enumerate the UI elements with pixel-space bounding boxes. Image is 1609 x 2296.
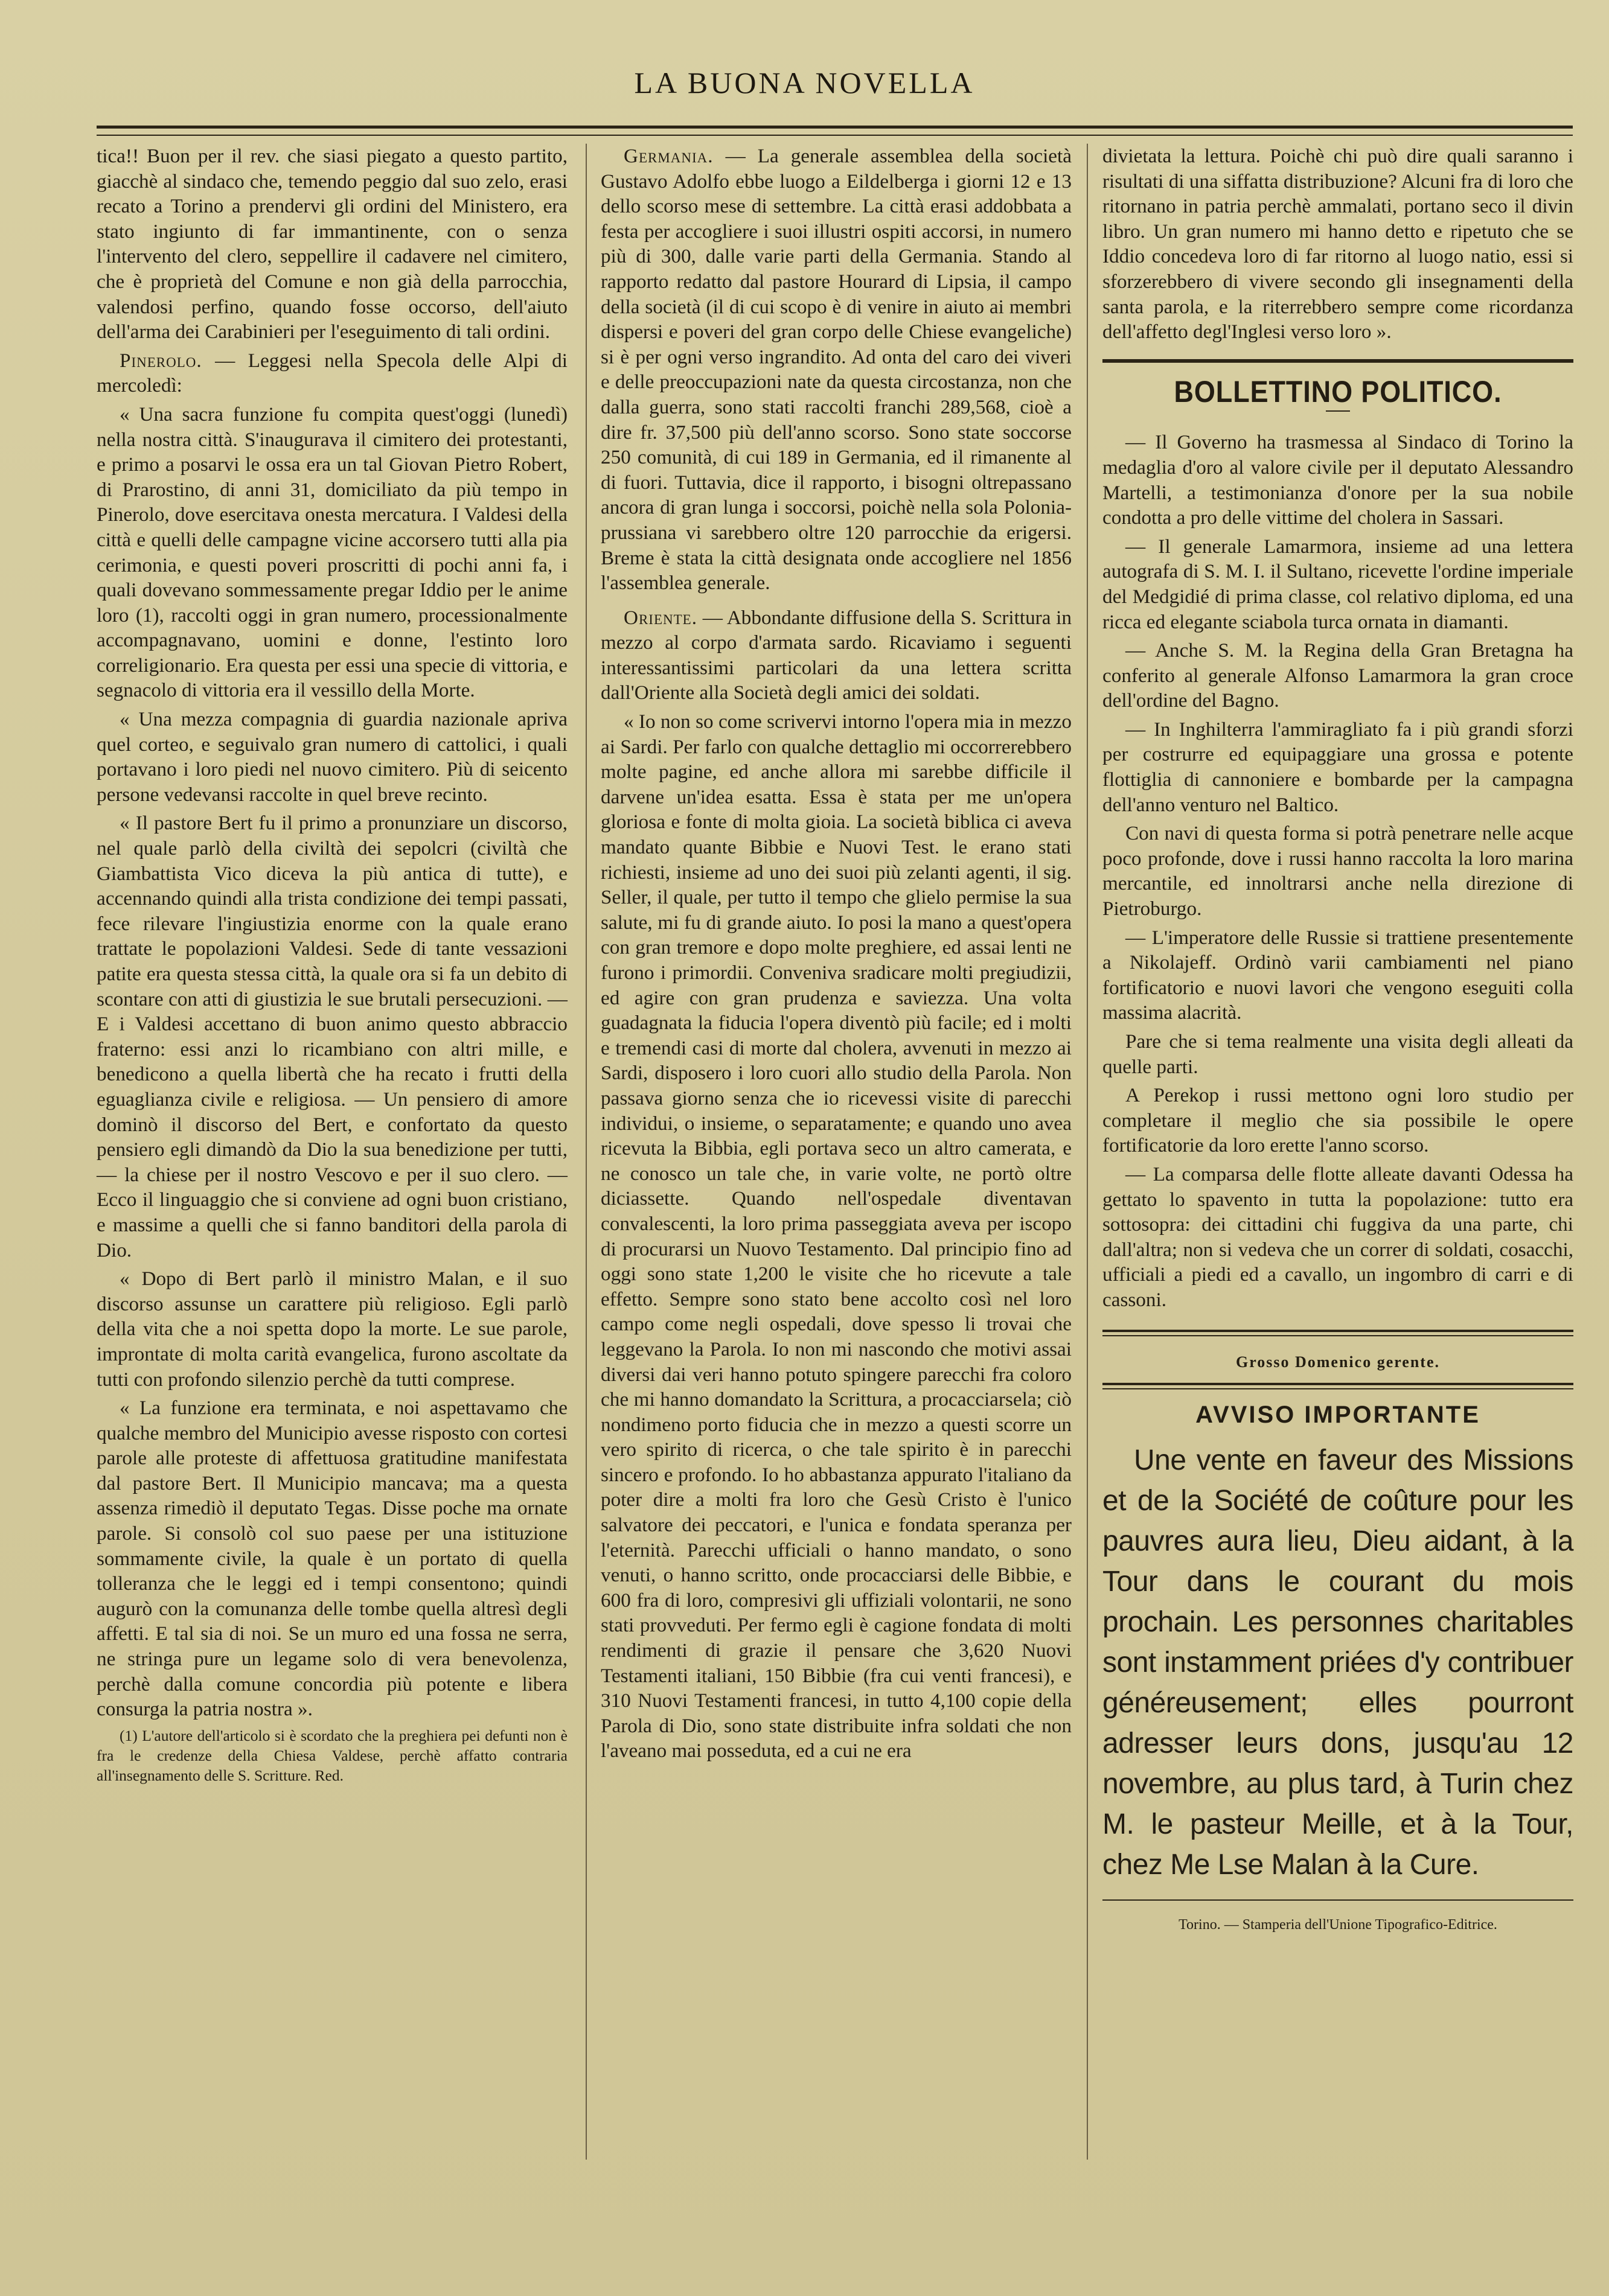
article-paragraph: « Il pastore Bert fu il primo a pronunziare un discorso, nel quale parlò della civiltà dei sepolcri (civiltà che Giambattista Vico diceva la più antica di tutte), e accennando quindi alla trista condizione dei tempi passati, fece rilevare l'ingiustizia enorme con la quale erano trattate le popolazioni Valdesi. Sede di tante vessazioni patite era questa stessa città, la quale ora si fa un debito di scontare con atti di giustizia le sue brutali persecuzioni. — E i Valdesi accettano di buon animo questo abbraccio fraterno: essi anzi lo ricambiano con altri mille, e benedicono a quella libertà che ha recato i frutti della eguaglianza civile e religiosa. — Un pensiero di amore dominò il discorso del Bert, e confortato da questo pensiero egli dimandò da Dio la sua benedizione per tutti, — la chiese per il nostro Vescovo e per il suo clero. — Ecco il linguaggio che si conviene ad ogni buon cristiano, e massime a quelli che si fanno banditori della parola di Dio. bbox=[97, 812, 568, 1261]
footnote: (1) L'autore dell'articolo si è scordato che la preghiera pei defunti non è fra le credenze della Chiesa Valdese, perchè affatto contraria all'insegnamento delle S. Scritture. Red. bbox=[97, 1726, 568, 1784]
bollettino-item: — Anche S. M. la Regina della Gran Bretagna ha conferito al generale Alfonso Lamarmora la gran croce dell'ordine del Bagno. bbox=[1102, 639, 1573, 712]
avviso-body: Une vente en faveur des Missions et de la Société de coûture pour les pauvres aura lieu, Dieu aidant, à la Tour dans le courant du mois prochain. Les personnes charitables sont instamment priées d'y contribuer généreusement; elles pourront adresser leurs dons, jusqu'au 12 novembre, au plus tard, à Turin chez M. le pasteur Meille, et à la Tour, chez Me Lse Malan à la Cure. bbox=[1102, 1444, 1573, 1881]
bollettino-item: Con navi di questa forma si potrà penetrare nelle acque poco profonde, dove i russi hanno raccolta la loro marina mercantile, ed innoltrarsi anche nella direzione di Pietroburgo. bbox=[1102, 822, 1573, 920]
pinerolo-text: — Leggesi nella Specola delle Alpi di mercoledì: bbox=[97, 349, 568, 397]
section-rule bbox=[1102, 359, 1573, 363]
oriente-text: — Abbondante diffusione della S. Scrittura in mezzo al corpo d'armata sardo. Ricaviamo i seguenti interessantissimi particolari da una lettera scritta dall'Oriente alla Società degli amici dei soldati. bbox=[601, 606, 1072, 704]
masthead: LA BUONA NOVELLA bbox=[634, 66, 975, 100]
column-3 bbox=[1102, 144, 1573, 1937]
bollettino-item: — Il Governo ha trasmessa al Sindaco di Torino la medaglia d'oro al valore civile per il deputato Alessandro Martelli, a testimonianza d'onore per la sua nobile condotta a pro delle vittime del cholera in Sassari. bbox=[1102, 431, 1573, 529]
bollettino-item: — Il generale Lamarmora, insieme ad una lettera autografa di S. M. I. il Sultano, ricevette l'ordine imperiale del Medgidié di prima classe, col relativo diploma, ed una ricca ed elegante sciabola turca ornata in diamanti. bbox=[1102, 535, 1573, 633]
oriente-heading: Oriente. bbox=[624, 606, 698, 629]
section-rule bbox=[1102, 1383, 1573, 1389]
top-rule bbox=[97, 126, 1573, 136]
germania-article bbox=[601, 144, 1072, 596]
article-paragraph: « Una mezza compagnia di guardia nazionale apriva quel corteo, e seguivalo gran numero di cattolici, i quali portavano i loro piedi nel nuovo cimitero. Più di seicento persone vedevansi raccolte in quel breve recinto. bbox=[97, 708, 568, 806]
column-divider bbox=[586, 144, 587, 2160]
section-rule bbox=[1102, 1330, 1573, 1336]
bollettino-item: Pare che si tema realmente una visita degli alleati da quelle parti. bbox=[1102, 1030, 1573, 1078]
bollettino-item: — L'imperatore delle Russie si trattiene presentemente a Nikolajeff. Ordinò varii cambiamenti nel piano fortificatorio e nuovi lavori che vengono eseguiti colla massima alacrità. bbox=[1102, 926, 1573, 1024]
article-paragraph: « La funzione era terminata, e noi aspettavamo che qualche membro del Municipio avesse risposto con cortesi parole alle proteste di affettuosa gratitudine manifestata dal pastore Bert. Il Municipio mancava; ma a questa assenza rimediò il deputato Tegas. Disse poche ma ornate parole. Si consolò col suo paese per una istituzione sommamente civile, la quale è un portato di quella tolleranza che le leggi ed i tempi consentono; quindi augurò con la comunanza delle tombe quella altresì degli affetti. E tal sia di noi. Se un muro ed una fossa ne serra, ne stringa pure un legame solo di vera benevolenza, perchè dalla comune concordia più potente e libera consurga la patria nostra ». bbox=[97, 1397, 568, 1721]
bollettino-item: A Perekop i russi mettono ogni loro studio per completare il meglio che sia possibile le opere fortificatorie da loro erette l'anno scorso. bbox=[1102, 1084, 1573, 1157]
gerente-line: Grosso Domenico gerente. bbox=[1235, 1353, 1441, 1371]
bollettino-item: — In Inghilterra l'ammiragliato fa i più grandi sforzi per costrurre ed equipaggiare una grossa e potente flottiglia di cannoniere e bombarde per la campagna dell'anno venturo nel Baltico. bbox=[1102, 718, 1573, 816]
title-dash bbox=[1326, 410, 1350, 412]
column-divider bbox=[1087, 144, 1088, 2160]
germania-text: — La generale assemblea della società Gustavo Adolfo ebbe luogo a Eildelberga i giorni 12 e 13 dello scorso mese di settembre. La città erasi addobbata a festa per accogliere i suoi illustri ospiti accorsi, in numero più di 300, dalle varie parti della Germania. Stando al rapporto redatto dal pastore Hourard di Lipsia, il campo della società (il di cui scopo è di venire in aiuto ai membri dispersi e poveri del gran corpo delle Chiese evangeliche) si è per ogni verso ingrandito. Ad onta del caro dei viveri e delle preoccupazioni nate da questa circostanza, non che dalla guerra, sono stati raccolti franchi 289,568, cioè a dire fr. 37,500 più dell'anno scorso. Sono state soccorse 250 comunità, di cui 189 in Germania, ed il rimanente al di fuori. Tuttavia, dice il rapporto, i bisogni oltrepassano ancora di gran lunga i soccorsi, poichè nella sola Polonia-prussiana vi sarebbero oltre 120 parrocchie da erigersi. Breme è stata la città designata onde accogliere nel 1856 l'assemblea generale. bbox=[601, 145, 1072, 595]
pinerolo-lead bbox=[97, 348, 568, 398]
article-paragraph: « Io non so come scrivervi intorno l'opera mia in mezzo ai Sardi. Per farlo con qualche dettaglio mi occorrerebbero molte pagine, ed anche allora mi sarebbe difficile il darvene un'idea esatta. Essa è stata per me un'opera gloriosa e fonte di molta gioia. La società biblica ci aveva mandato quante Bibbie e Nuovi Test. le erano stati richiesti, insieme ad uno dei suoi più zelanti agenti, il sig. Seller, il quale, per tutto il tempo che glielo permise la sua salute, mi fu di grande aiuto. Io posi la mano a quest'opera con gran tremore e dopo molte preghiere, ed assai lenti ne furono i primordii. Conveniva sradicare molti pregiudizii, ed agire con gran prudenza e saviezza. Una volta guadagnata la fiducia l'opera diventò più facile; ed i molti e tremendi casi di morte dal cholera, avvenuti in mezzo ai Sardi, disposero i loro cuori allo studio della Parola. Non passava giorno senza che io ricevessi visite di parecchi individui, o insieme, o separatamente; e quando uno avea ricevuta la Bibbia, egli portava seco un altro camerata, e ne conosco un tale che, in varie volte, ne portò oltre diciassette. Quando nell'ospedale diventavan convalescenti, la loro prima passeggiata aveva per iscopo di procurarsi un Nuovo Testamento. Dal principio fino ad oggi sono state 1,200 le visite che ho ricevute a tale effetto. Sempre sono stato bene accolto così nel loro campo come negli ospedali, dove spesso li trovai che leggevano la Parola. Io non mi nascondo che motivi assai diversi dai veri hanno potuto spingere parecchi fra coloro che mi hanno domandato la Scrittura, a procacciarsela; ciò nondimeno porto fiducia che in mezzo a questi scorre un vero spirito di ricerca, o che tale spirito è in parecchi sincero e profondo. Io ho abbastanza appurato l'italiano da poter dire a molti fra loro che Gesù Cristo è l'unico salvatore dei peccatori, e l'unica e fondata speranza per l'eternità. Parecchi ufficiali o hanno mandato, o sono venuti, o hanno scritto, onde procacciarsi delle Bibbie, e 600 fra di loro, compresivi gli uffiziali volontarii, ne sono stati provveduti. Per fermo egli è cagione fondata di molti rendimenti di grazie il pensare che 3,620 Nuovi Testamenti italiani, 150 Bibbie (fra cui venti francesi), e 310 Nuovi Testamenti francesi, in tutto 4,100 copie della Parola di Dio, sono state distribuite infra soldati che non l'aveano mai posseduta, ed a cui ne era bbox=[601, 710, 1072, 1762]
section-rule bbox=[1102, 1899, 1573, 1901]
column-2 bbox=[601, 144, 1072, 1767]
article-paragraph: « Una sacra funzione fu compita quest'oggi (lunedì) nella nostra città. S'inaugurava il cimitero dei protestanti, e primo a posarvi le ossa era un tal Giovan Pietro Robert, di Prarostino, di anni 31, domiciliato da più tempo in Pinerolo, dove esercitava onesta mercatura. I Valdesi della città e quelli delle campagne vicine accorsero tutti alla pia cerimonia, e questi poveri proscritti di pochi anni fa, i quali dovevano sommessamente pregar Iddio per le anime loro (1), raccolti oggi in gran numero, processionalmente accompagnavano, uomini e donne, l'estinto loro correligionario. Era questa per essi una specie di vittoria, e segnacolo di vittoria era il vessillo della Morte. bbox=[97, 403, 568, 702]
oriente-article bbox=[601, 605, 1072, 706]
germania-heading: Germania. bbox=[624, 145, 714, 167]
article-paragraph: « Dopo di Bert parlò il ministro Malan, e il suo discorso assunse un carattere più religioso. Egli parlò della vita che a noi spetta dopo la morte. Le sue parole, improntate di molta carità evangelica, furono ascoltate da tutti con profondo silenzio perchè da tutti comprese. bbox=[97, 1268, 568, 1391]
article-paragraph: tica!! Buon per il rev. che siasi piegato a questo partito, giacchè al sindaco che, temendo peggio dal suo zelo, erasi recato a Torino a prendervi gli ordini del Ministero, era stato ingiunto di far immantinente, con o senza l'intervento del clero, seppellire il cadavere nel cimitero, che è proprietà del Comune e non già della parrocchia, valendosi perfino, quando fosse occorso, dell'aiuto dell'arma dei Carabinieri per l'eseguimento di tali ordini. bbox=[97, 145, 568, 343]
bollettino-item: — La comparsa delle flotte alleate davanti Odessa ha gettato lo spavento in tutta la popolazione: tutto era sottosopra: dei cittadini chi fuggiva da una parte, chi dall'altra; non si vedeva che un correr di soldati, cosacchi, ufficiali a piedi ed a cavallo, un ingombro di carri e di cassoni. bbox=[1102, 1162, 1573, 1311]
column-1 bbox=[97, 144, 568, 1789]
pinerolo-heading: Pinerolo. bbox=[120, 349, 202, 372]
avviso-title: AVVISO IMPORTANTE bbox=[1195, 1402, 1480, 1429]
article-paragraph: divietata la lettura. Poichè chi può dire quali saranno i risultati di una siffatta distribuzione? Alcuni fra di loro che ritornano in patria perchè ammalati, portano seco il divin libro. Un gran numero mi hanno detto e ripetuto che se Iddio concedeva loro di far ritorno al luogo natio, essi si sforzerebbero di vivere secondo gli insegnamenti della santa parola, e la riterrebbero sempre come ricordanza dell'affetto degl'Inglesi verso loro ». bbox=[1102, 145, 1574, 343]
printer-line: Torino. — Stamperia dell'Unione Tipografico-Editrice. bbox=[1179, 1916, 1497, 1933]
bollettino-title: BOLLETTINO POLITICO. bbox=[1174, 374, 1502, 409]
